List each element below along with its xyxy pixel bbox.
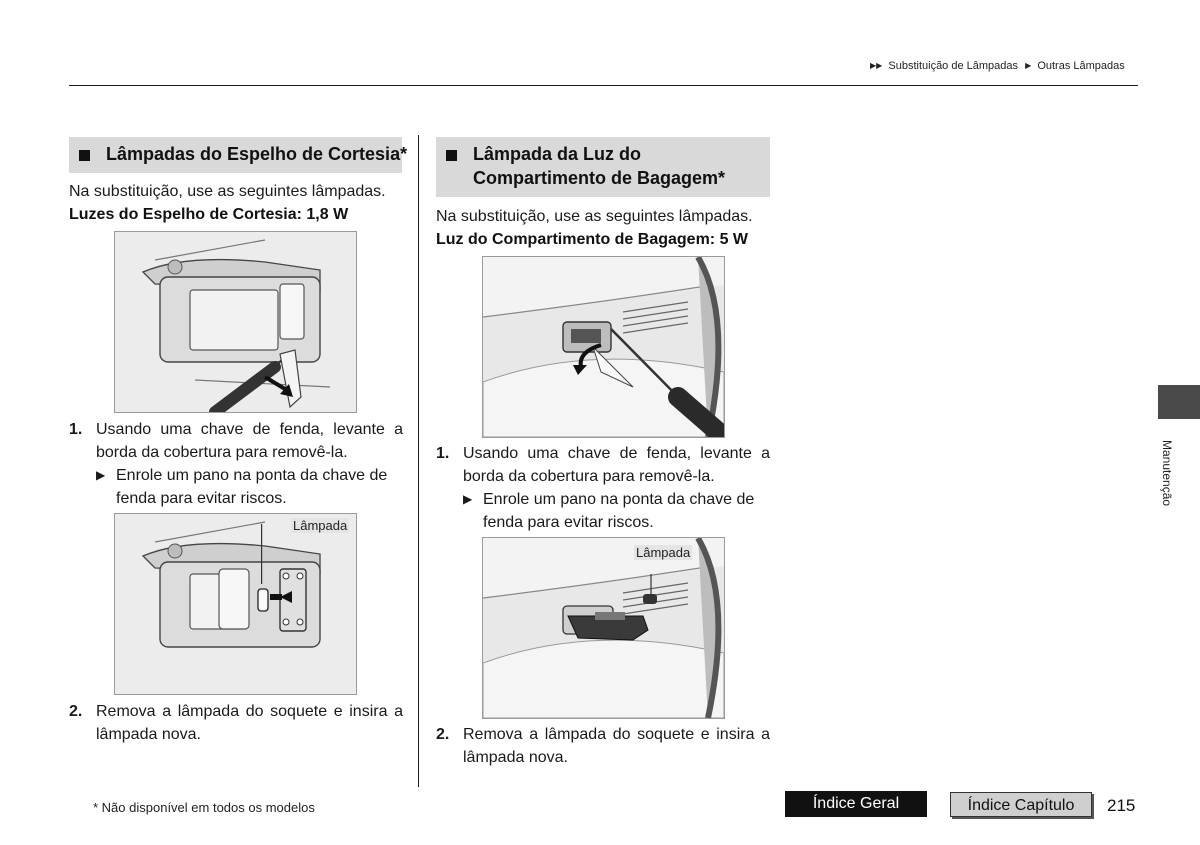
callout-lampada: Lâmpada	[636, 545, 691, 560]
footnote: * Não disponível em todos os modelos	[93, 800, 315, 815]
step-text: Remova a lâmpada do soquete e insira a lâmpada nova.	[96, 703, 403, 743]
column-divider	[418, 135, 419, 787]
cargo-screwdriver-drawing	[483, 257, 724, 437]
square-bullet-icon	[446, 150, 457, 161]
tip-text: Enrole um pano na ponta da chave de fenda para evitar riscos.	[483, 491, 755, 531]
arrow-icon: ▶	[1025, 61, 1032, 70]
tip-text: Enrole um pano na ponta da chave de fenda para evitar riscos.	[116, 467, 388, 507]
section-heading-mirror-text: Lâmpadas do Espelho de Cortesia*	[106, 144, 408, 164]
step-text: Usando uma chave de fenda, levante a borda da cobertura para removê-la.	[96, 421, 403, 461]
visor-screwdriver-drawing	[115, 232, 356, 412]
tip-cargo	[463, 488, 773, 534]
section-heading-mirror	[69, 137, 408, 173]
section-heading-cargo-line2: Compartimento de Bagagem*	[473, 168, 726, 188]
chapter-tab-label: Manutenção	[1160, 440, 1174, 507]
step-number: 2.	[69, 703, 83, 720]
intro-text-mirror: Na substituição, use as seguintes lâmpadas.	[69, 183, 386, 200]
index-general-button[interactable]: Índice Geral	[785, 791, 927, 817]
step-text: Remova a lâmpada do soquete e insira a lâmpada nova.	[463, 726, 770, 766]
illustration-cargo-remove-cover	[482, 256, 725, 438]
section-heading-cargo-line1: Lâmpada da Luz do	[473, 144, 642, 164]
square-bullet-icon	[79, 150, 90, 161]
index-chapter-button[interactable]: Índice Capítulo	[950, 792, 1092, 817]
triangle-bullet-icon: ▶	[96, 468, 106, 482]
breadcrumb	[870, 60, 1125, 72]
spec-text-cargo: Luz do Compartimento de Bagagem: 5 W	[436, 231, 749, 248]
illustration-mirror-bulb	[114, 513, 357, 695]
step-2-cargo	[436, 723, 771, 769]
step-number: 1.	[69, 421, 83, 438]
spec-text-mirror: Luzes do Espelho de Cortesia: 1,8 W	[69, 206, 349, 223]
breadcrumb-current: Outras Lâmpadas	[1037, 60, 1125, 72]
header-rule	[69, 85, 1138, 86]
cargo-bulb-drawing	[483, 538, 724, 718]
illustration-cargo-bulb	[482, 537, 725, 719]
step-1-mirror	[69, 418, 404, 464]
chapter-tab[interactable]	[1158, 385, 1200, 419]
step-number: 1.	[436, 445, 450, 462]
section-heading-cargo	[436, 137, 770, 197]
triangle-bullet-icon: ▶	[463, 492, 473, 506]
step-text: Usando uma chave de fenda, levante a borda da cobertura para removê-la.	[463, 445, 770, 485]
step-1-cargo	[436, 442, 771, 488]
visor-bulb-drawing	[115, 514, 356, 694]
double-arrow-icon: ▶▶	[870, 61, 883, 70]
intro-text-cargo: Na substituição, use as seguintes lâmpadas.	[436, 208, 753, 225]
step-number: 2.	[436, 726, 450, 743]
breadcrumb-link-substituicao[interactable]: Substituição de Lâmpadas	[888, 60, 1019, 72]
page-number: 215	[1107, 796, 1136, 815]
step-2-mirror	[69, 700, 404, 746]
illustration-mirror-remove-cover	[114, 231, 357, 413]
callout-lampada: Lâmpada	[293, 518, 348, 533]
tip-mirror	[96, 464, 406, 510]
